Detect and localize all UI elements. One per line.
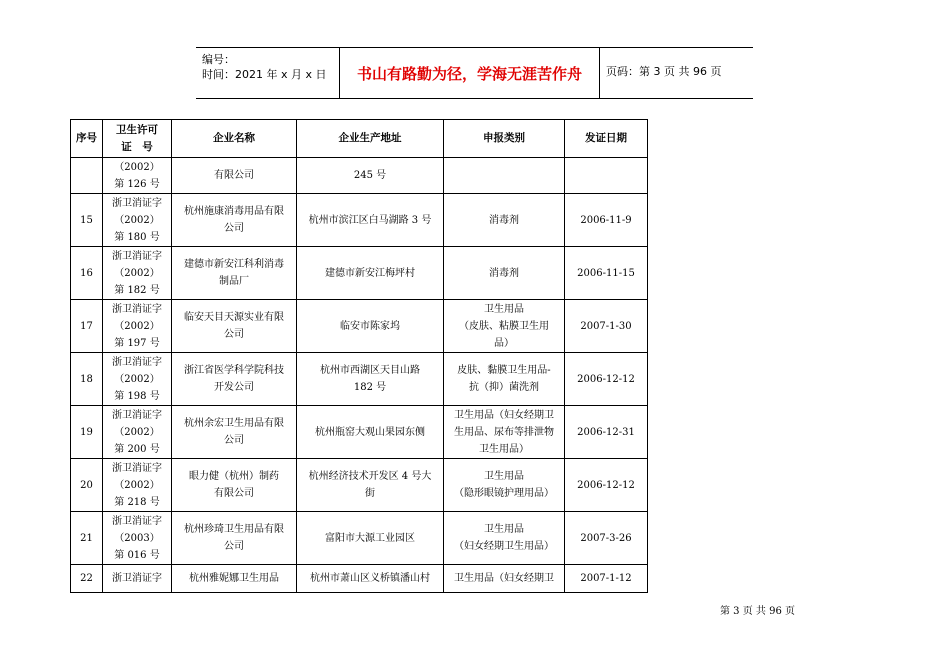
cell-company: 临安天目天源实业有限 公司 xyxy=(172,300,297,353)
cell-no: 22 xyxy=(71,565,103,593)
cell-category: 卫生用品（妇女经期卫 生用品、尿布等排泄物 卫生用品） xyxy=(444,406,565,459)
cell-date: 2006-11-15 xyxy=(565,247,648,300)
cell-category: 卫生用品 （隐形眼镜护理用品） xyxy=(444,459,565,512)
col-header-company: 企业名称 xyxy=(172,120,297,158)
cell-company: 杭州珍琦卫生用品有限 公司 xyxy=(172,512,297,565)
header-motto: 书山有路勤为径，学海无涯苦作舟 xyxy=(356,65,582,83)
cell-address: 杭州经济技术开发区 4 号大 街 xyxy=(297,459,444,512)
cell-company: 浙江省医学科学院科技 开发公司 xyxy=(172,353,297,406)
cell-company: 杭州雅妮娜卫生用品 xyxy=(172,565,297,593)
col-header-date: 发证日期 xyxy=(565,120,648,158)
table-header-row xyxy=(71,120,648,158)
cell-license: 浙卫消证字 （2003） 第 016 号 xyxy=(103,512,172,565)
cell-company: 有限公司 xyxy=(172,158,297,194)
cell-address: 富阳市大源工业园区 xyxy=(297,512,444,565)
cell-no: 15 xyxy=(71,194,103,247)
cell-address: 临安市陈家坞 xyxy=(297,300,444,353)
cell-no xyxy=(71,158,103,194)
cell-date: 2006-12-12 xyxy=(565,353,648,406)
cell-license: 浙卫消证字 （2002） 第 200 号 xyxy=(103,406,172,459)
header-meta xyxy=(196,48,339,98)
cell-company: 杭州施康消毒用品有限 公司 xyxy=(172,194,297,247)
cell-address: 建德市新安江梅坪村 xyxy=(297,247,444,300)
cell-license: 浙卫消证字 （2002） 第 197 号 xyxy=(103,300,172,353)
cell-address: 杭州市滨江区白马湖路 3 号 xyxy=(297,194,444,247)
table-row xyxy=(71,512,648,565)
cell-category: 消毒剂 xyxy=(444,247,565,300)
cell-address: 245 号 xyxy=(297,158,444,194)
cell-no: 19 xyxy=(71,406,103,459)
cell-date: 2007-1-12 xyxy=(565,565,648,593)
cell-company: 建德市新安江科利消毒 制品厂 xyxy=(172,247,297,300)
table-row xyxy=(71,158,648,194)
license-table xyxy=(70,119,648,593)
col-header-no: 序号 xyxy=(71,120,103,158)
cell-address: 杭州市萧山区义桥镇潘山村 xyxy=(297,565,444,593)
cell-no: 21 xyxy=(71,512,103,565)
cell-license: 浙卫消证字 （2002） 第 218 号 xyxy=(103,459,172,512)
table-row xyxy=(71,300,648,353)
cell-license: （2002） 第 126 号 xyxy=(103,158,172,194)
cell-category: 消毒剂 xyxy=(444,194,565,247)
cell-date xyxy=(565,158,648,194)
cell-category xyxy=(444,158,565,194)
cell-date: 2006-12-31 xyxy=(565,406,648,459)
page-footer: 第 3 页 共 96 页 xyxy=(720,606,795,617)
cell-no: 17 xyxy=(71,300,103,353)
cell-category: 皮肤、黏膜卫生用品- 抗（抑）菌洗剂 xyxy=(444,353,565,406)
cell-category: 卫生用品 （皮肤、粘膜卫生用 品） xyxy=(444,300,565,353)
cell-no: 18 xyxy=(71,353,103,406)
cell-date: 2007-3-26 xyxy=(565,512,648,565)
cell-no: 20 xyxy=(71,459,103,512)
cell-company: 杭州余宏卫生用品有限 公司 xyxy=(172,406,297,459)
header-motto-cell xyxy=(339,48,600,98)
col-header-address: 企业生产地址 xyxy=(297,120,444,158)
table-row xyxy=(71,247,648,300)
time-label: 时间：2021 年 x 月 x 日 xyxy=(202,68,327,81)
table-row xyxy=(71,459,648,512)
cell-license: 浙卫消证字 （2002） 第 182 号 xyxy=(103,247,172,300)
cell-category: 卫生用品 （妇女经期卫生用品） xyxy=(444,512,565,565)
page-header xyxy=(196,47,753,99)
doc-number-label: 编号： xyxy=(202,53,235,66)
cell-license: 浙卫消证字 （2002） 第 198 号 xyxy=(103,353,172,406)
cell-address: 杭州市西湖区天目山路 182 号 xyxy=(297,353,444,406)
table-row xyxy=(71,406,648,459)
cell-license: 浙卫消证字 （2002） 第 180 号 xyxy=(103,194,172,247)
cell-company: 眼力健（杭州）制药 有限公司 xyxy=(172,459,297,512)
col-header-category: 申报类别 xyxy=(444,120,565,158)
table-row xyxy=(71,565,648,593)
cell-no: 16 xyxy=(71,247,103,300)
table-row xyxy=(71,353,648,406)
cell-license: 浙卫消证字 xyxy=(103,565,172,593)
cell-date: 2006-11-9 xyxy=(565,194,648,247)
table-row xyxy=(71,194,648,247)
cell-date: 2006-12-12 xyxy=(565,459,648,512)
page-number-label: 页码：第 3 页 共 96 页 xyxy=(606,65,722,78)
cell-date: 2007-1-30 xyxy=(565,300,648,353)
cell-category: 卫生用品（妇女经期卫 xyxy=(444,565,565,593)
col-header-license: 卫生许可 证 号 xyxy=(103,120,172,158)
cell-address: 杭州瓶窑大观山果园东侧 xyxy=(297,406,444,459)
